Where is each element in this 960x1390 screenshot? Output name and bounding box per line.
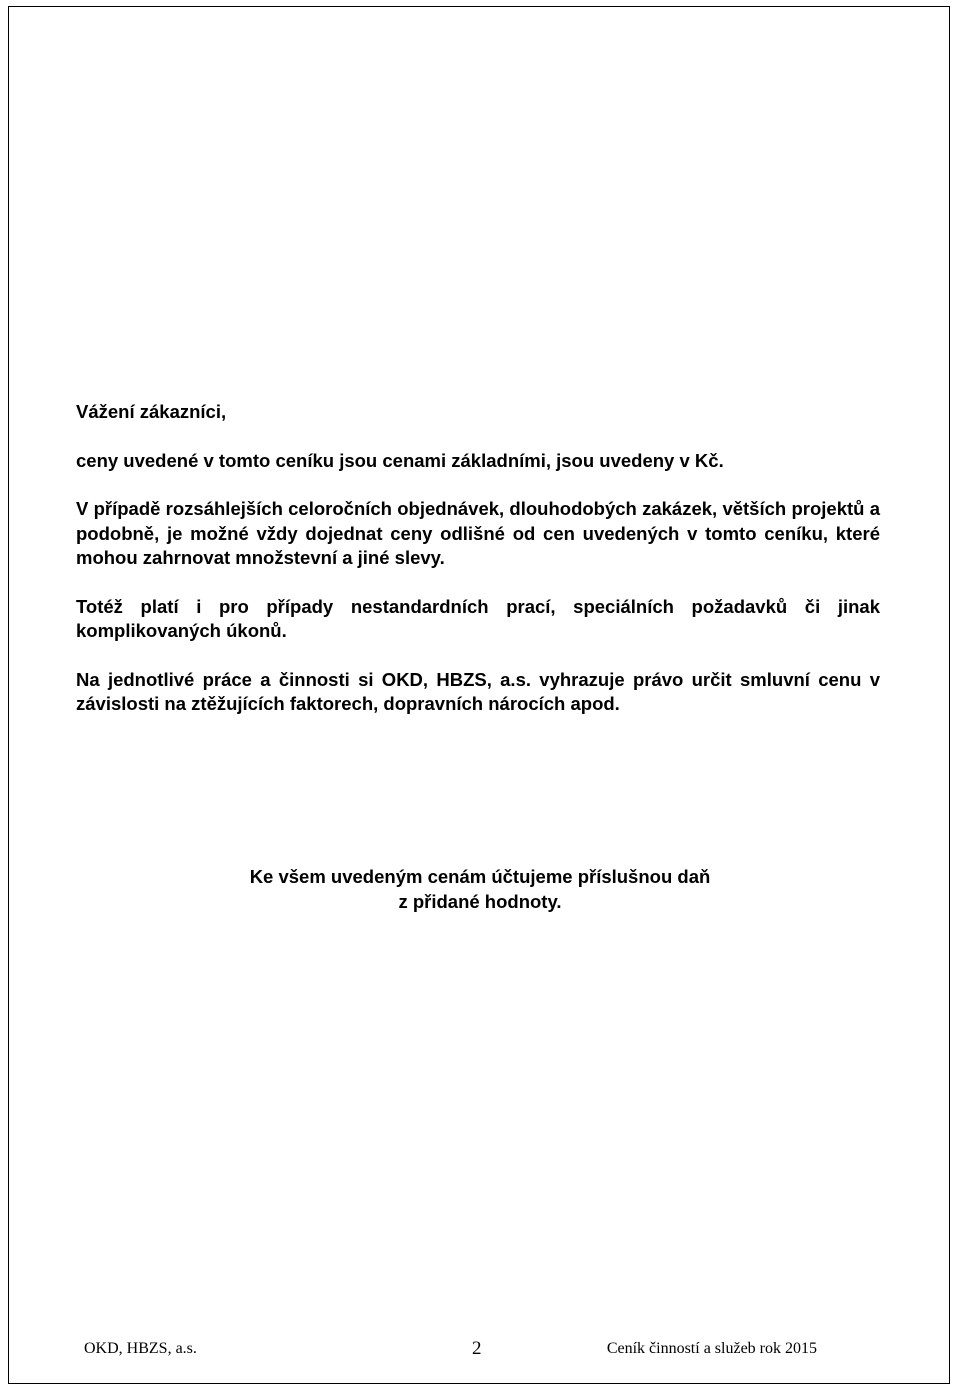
paragraph-prices: ceny uvedené v tomto ceníku jsou cenami základními, jsou uvedeny v Kč. — [76, 449, 724, 471]
paragraph-discounts: V případě rozsáhlejších celoročních objednávek, dlouhodobých zakázek, větších projektů a podobně, je možné vždy dojednat ceny odlišné od cen uvedených v tomto ceníku, které mohou zahrnovat množstevní a jiné slevy. — [76, 498, 880, 568]
paragraph-nonstandard: Totéž platí i pro případy nestandardních prací, speciálních požadavků či jinak komplikovaných úkonů. — [76, 595, 880, 641]
vat-notice-line-1: Ke všem uvedeným cenám účtujeme příslušnou daň — [249, 866, 711, 887]
footer-company: OKD, HBZS, a.s. — [84, 1340, 197, 1357]
vat-notice-line-2: z přidané hodnoty. — [398, 891, 562, 912]
paragraph-contract-price: Na jednotlivé práce a činnosti si OKD, HBZS, a.s. vyhrazuje právo určit smluvní cenu v závislosti na ztěžujících faktorech, dopravních nárocích apod. — [76, 668, 880, 714]
letter-body — [76, 400, 880, 717]
vat-notice — [0, 864, 960, 914]
footer-page-number: 2 — [472, 1338, 482, 1359]
greeting: Vážení zákazníci, — [76, 401, 227, 422]
footer-document-title: Ceník činností a služeb rok 2015 — [606, 1340, 817, 1357]
page-footer — [0, 1338, 960, 1362]
